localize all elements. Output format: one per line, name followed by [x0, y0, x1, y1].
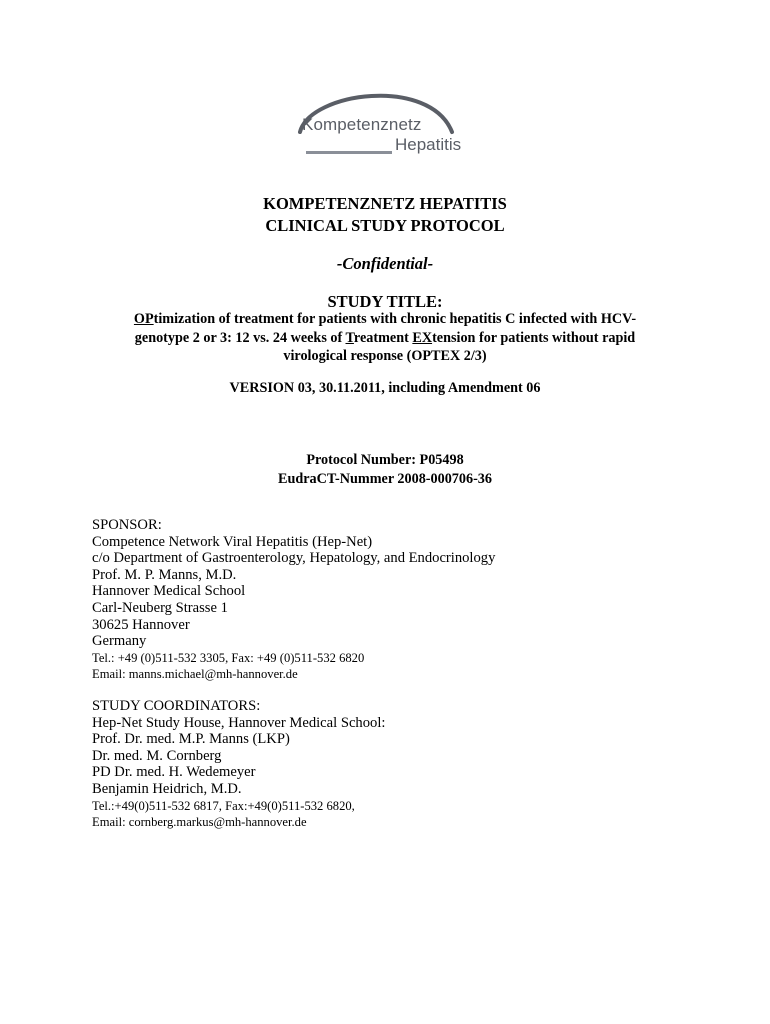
sponsor-email: Email: manns.michael@mh-hannover.de	[92, 667, 298, 682]
coordinators-tel: Tel.:+49(0)511-532 6817, Fax:+49(0)511-532 6820,	[92, 798, 355, 813]
coordinators-email: Email: cornberg.markus@mh-hannover.de	[92, 815, 307, 830]
logo-text-line1: Kompetenznetz	[302, 115, 422, 134]
study-title-label: STUDY TITLE:	[327, 292, 443, 311]
version-line: VERSION 03, 30.11.2011, including Amendment 06	[229, 380, 541, 396]
desc-line2-part-b: reatment	[353, 329, 413, 346]
protocol-identifiers	[0, 451, 770, 488]
sponsor-line: Prof. M. P. Manns, M.D.	[92, 566, 237, 583]
sponsor-section	[92, 517, 495, 683]
sponsor-line: 30625 Hannover	[92, 616, 190, 633]
logo-underline-bar	[306, 151, 392, 154]
desc-line2-part-a: genotype 2 or 3: 12 vs. 24 weeks of	[134, 329, 346, 346]
coordinator-line: Dr. med. M. Cornberg	[92, 747, 222, 764]
logo-text-line2: Hepatitis	[395, 135, 462, 154]
eudract-number: EudraCT-Nummer 2008-000706-36	[278, 470, 492, 487]
coordinator-line: PD Dr. med. H. Wedemeyer	[92, 764, 256, 781]
sponsor-line: Competence Network Viral Hepatitis (Hep-Net)	[92, 533, 373, 550]
study-title-description	[100, 310, 670, 366]
desc-line1-text: timization of treatment for patients with chronic hepatitis C infected with HCV-	[153, 311, 637, 327]
protocol-number: Protocol Number: P05498	[306, 452, 464, 468]
desc-underlined-op: OP	[133, 311, 154, 327]
coordinators-label: STUDY COORDINATORS:	[92, 698, 261, 714]
document-header	[0, 193, 770, 237]
study-coordinators-section	[92, 698, 385, 831]
desc-line-3: virological response (OPTEX 2/3)	[283, 348, 487, 364]
coordinator-line: Hep-Net Study House, Hannover Medical School:	[92, 714, 386, 731]
sponsor-label: SPONSOR:	[92, 517, 162, 533]
sponsor-tel: Tel.: +49 (0)511-532 3305, Fax: +49 (0)511-532 6820	[92, 650, 365, 665]
sponsor-line: Carl-Neuberg Strasse 1	[92, 599, 228, 616]
coordinator-line: Benjamin Heidrich, M.D.	[92, 780, 242, 797]
header-line2: CLINICAL STUDY PROTOCOL	[265, 216, 505, 235]
sponsor-line: Germany	[92, 633, 147, 650]
desc-underlined-ex: EX	[412, 329, 433, 346]
kompetenznetz-hepatitis-logo	[290, 80, 490, 162]
desc-line-1	[100, 310, 670, 329]
confidential-label: -Confidential-	[336, 254, 434, 273]
desc-line2-part-c: tension for patients without rapid	[432, 329, 636, 346]
header-line1: KOMPETENZNETZ HEPATITIS	[263, 194, 507, 213]
sponsor-line: Hannover Medical School	[92, 583, 246, 600]
coordinator-line: Prof. Dr. med. M.P. Manns (LKP)	[92, 731, 290, 748]
desc-underlined-t: T	[345, 329, 354, 346]
desc-line-2	[100, 329, 670, 348]
sponsor-line: c/o Department of Gastroenterology, Hepatology, and Endocrinology	[92, 550, 496, 567]
